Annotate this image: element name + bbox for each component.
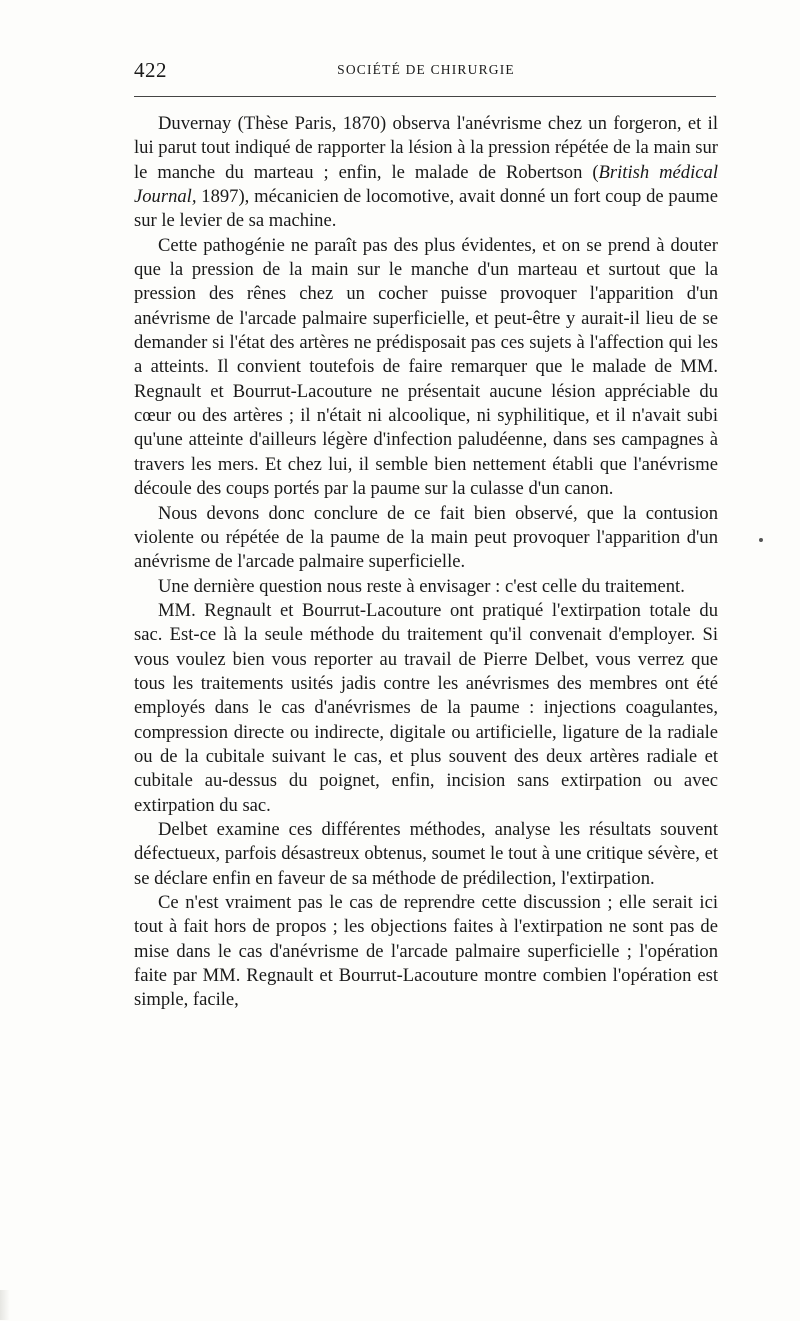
- paragraph: [134, 112, 718, 234]
- text-segment: Duvernay (Thèse Paris, 1870) observa l'anévrisme chez un forgeron, et il lui parut tout indiqué de rapporter la lésion à la pression répétée de la main sur le manche du marteau ; enfin, le malade de Robertson (: [134, 113, 718, 183]
- paragraph: [134, 234, 718, 502]
- margin-speck: [759, 538, 763, 542]
- page-number: 422: [134, 58, 167, 82]
- running-title: SOCIÉTÉ DE CHIRURGIE: [337, 62, 515, 77]
- text-segment: 1897), mécanicien de locomotive, avait donné un fort coup de paume sur le levier de sa machine.: [134, 186, 718, 232]
- text-segment: MM. Regnault et Bourrut-Lacouture ont pratiqué l'extirpation totale du sac. Est-ce là la seule méthode du traitement qu'il convenait d'employer. Si vous voulez bien vous reporter au travail de Pierre Delbet, vous verrez que tous les traitements usités jadis contre les anévrismes des membres ont été employés dans le cas d'anévrismes de la paume : injections coagulantes, compression directe ou indirecte, digitale ou artificielle, ligature de la radiale ou de la cubitale suivant le cas, et plus souvent des deux artères radiale et cubitale au-dessus du poignet, enfin, incision sans extirpation ou avec extirpation du sac.: [134, 599, 718, 816]
- paragraph: [134, 891, 718, 1013]
- paragraph: [134, 599, 718, 818]
- text-segment: Nous devons donc conclure de ce fait bien observé, que la contusion violente ou répétée de la paume de la main peut provoquer l'apparition d'un anévrisme de l'arcade palmaire superficielle.: [134, 502, 718, 573]
- text-segment: Delbet examine ces différentes méthodes, analyse les résultats souvent défectueux, parfois désastreux obtenus, soumet le tout à une critique sévère, et se déclare enfin en faveur de sa méthode de prédilection, l'extirpation.: [134, 818, 718, 889]
- paragraph: [134, 502, 718, 575]
- text-segment: Ce n'est vraiment pas le cas de reprendre cette discussion ; elle serait ici tout à fait hors de propos ; les objections faites à l'extirpation ne sont pas de mise dans le cas d'anévrisme de l'arcade palmaire superficielle ; l'opération faite par MM. Regnault et Bourrut-Lacouture montre combien l'opération est simple, facile,: [134, 892, 718, 1011]
- italic-citation: British médical Journal,: [134, 161, 718, 208]
- header-rule: [134, 96, 716, 97]
- text-segment: Cette pathogénie ne paraît pas des plus évidentes, et on se prend à douter que la pression de la main sur le manche d'un marteau et surtout que la pression des rênes chez un cocher puisse provoquer l'apparition d'un anévrisme de l'arcade palmaire superficielle, et peut-être y aurait-il lieu de se demander si l'état des artères ne prédisposait pas ces sujets à l'affection qui les a atteints. Il convient toutefois de faire remarquer que le malade de MM. Regnault et Bourrut-Lacouture ne présentait aucune lésion appréciable du cœur ou des artères ; il n'était ni alcoolique, ni syphilitique, et il n'avait subi qu'une atteinte d'ailleurs légère d'infection paludéenne, dans ses campagnes à travers les mers. Et chez lui, il semble bien nettement établi que l'anévrisme découle des coups portés par la paume sur la culasse d'un canon.: [134, 234, 718, 500]
- page-header: [134, 58, 718, 86]
- text-segment: Une dernière question nous reste à envisager : c'est celle du traitement.: [158, 575, 685, 597]
- paragraph: [134, 575, 718, 599]
- paragraph: [134, 818, 718, 891]
- body-text: [134, 112, 718, 1013]
- page-edge-shadow: [0, 1290, 10, 1320]
